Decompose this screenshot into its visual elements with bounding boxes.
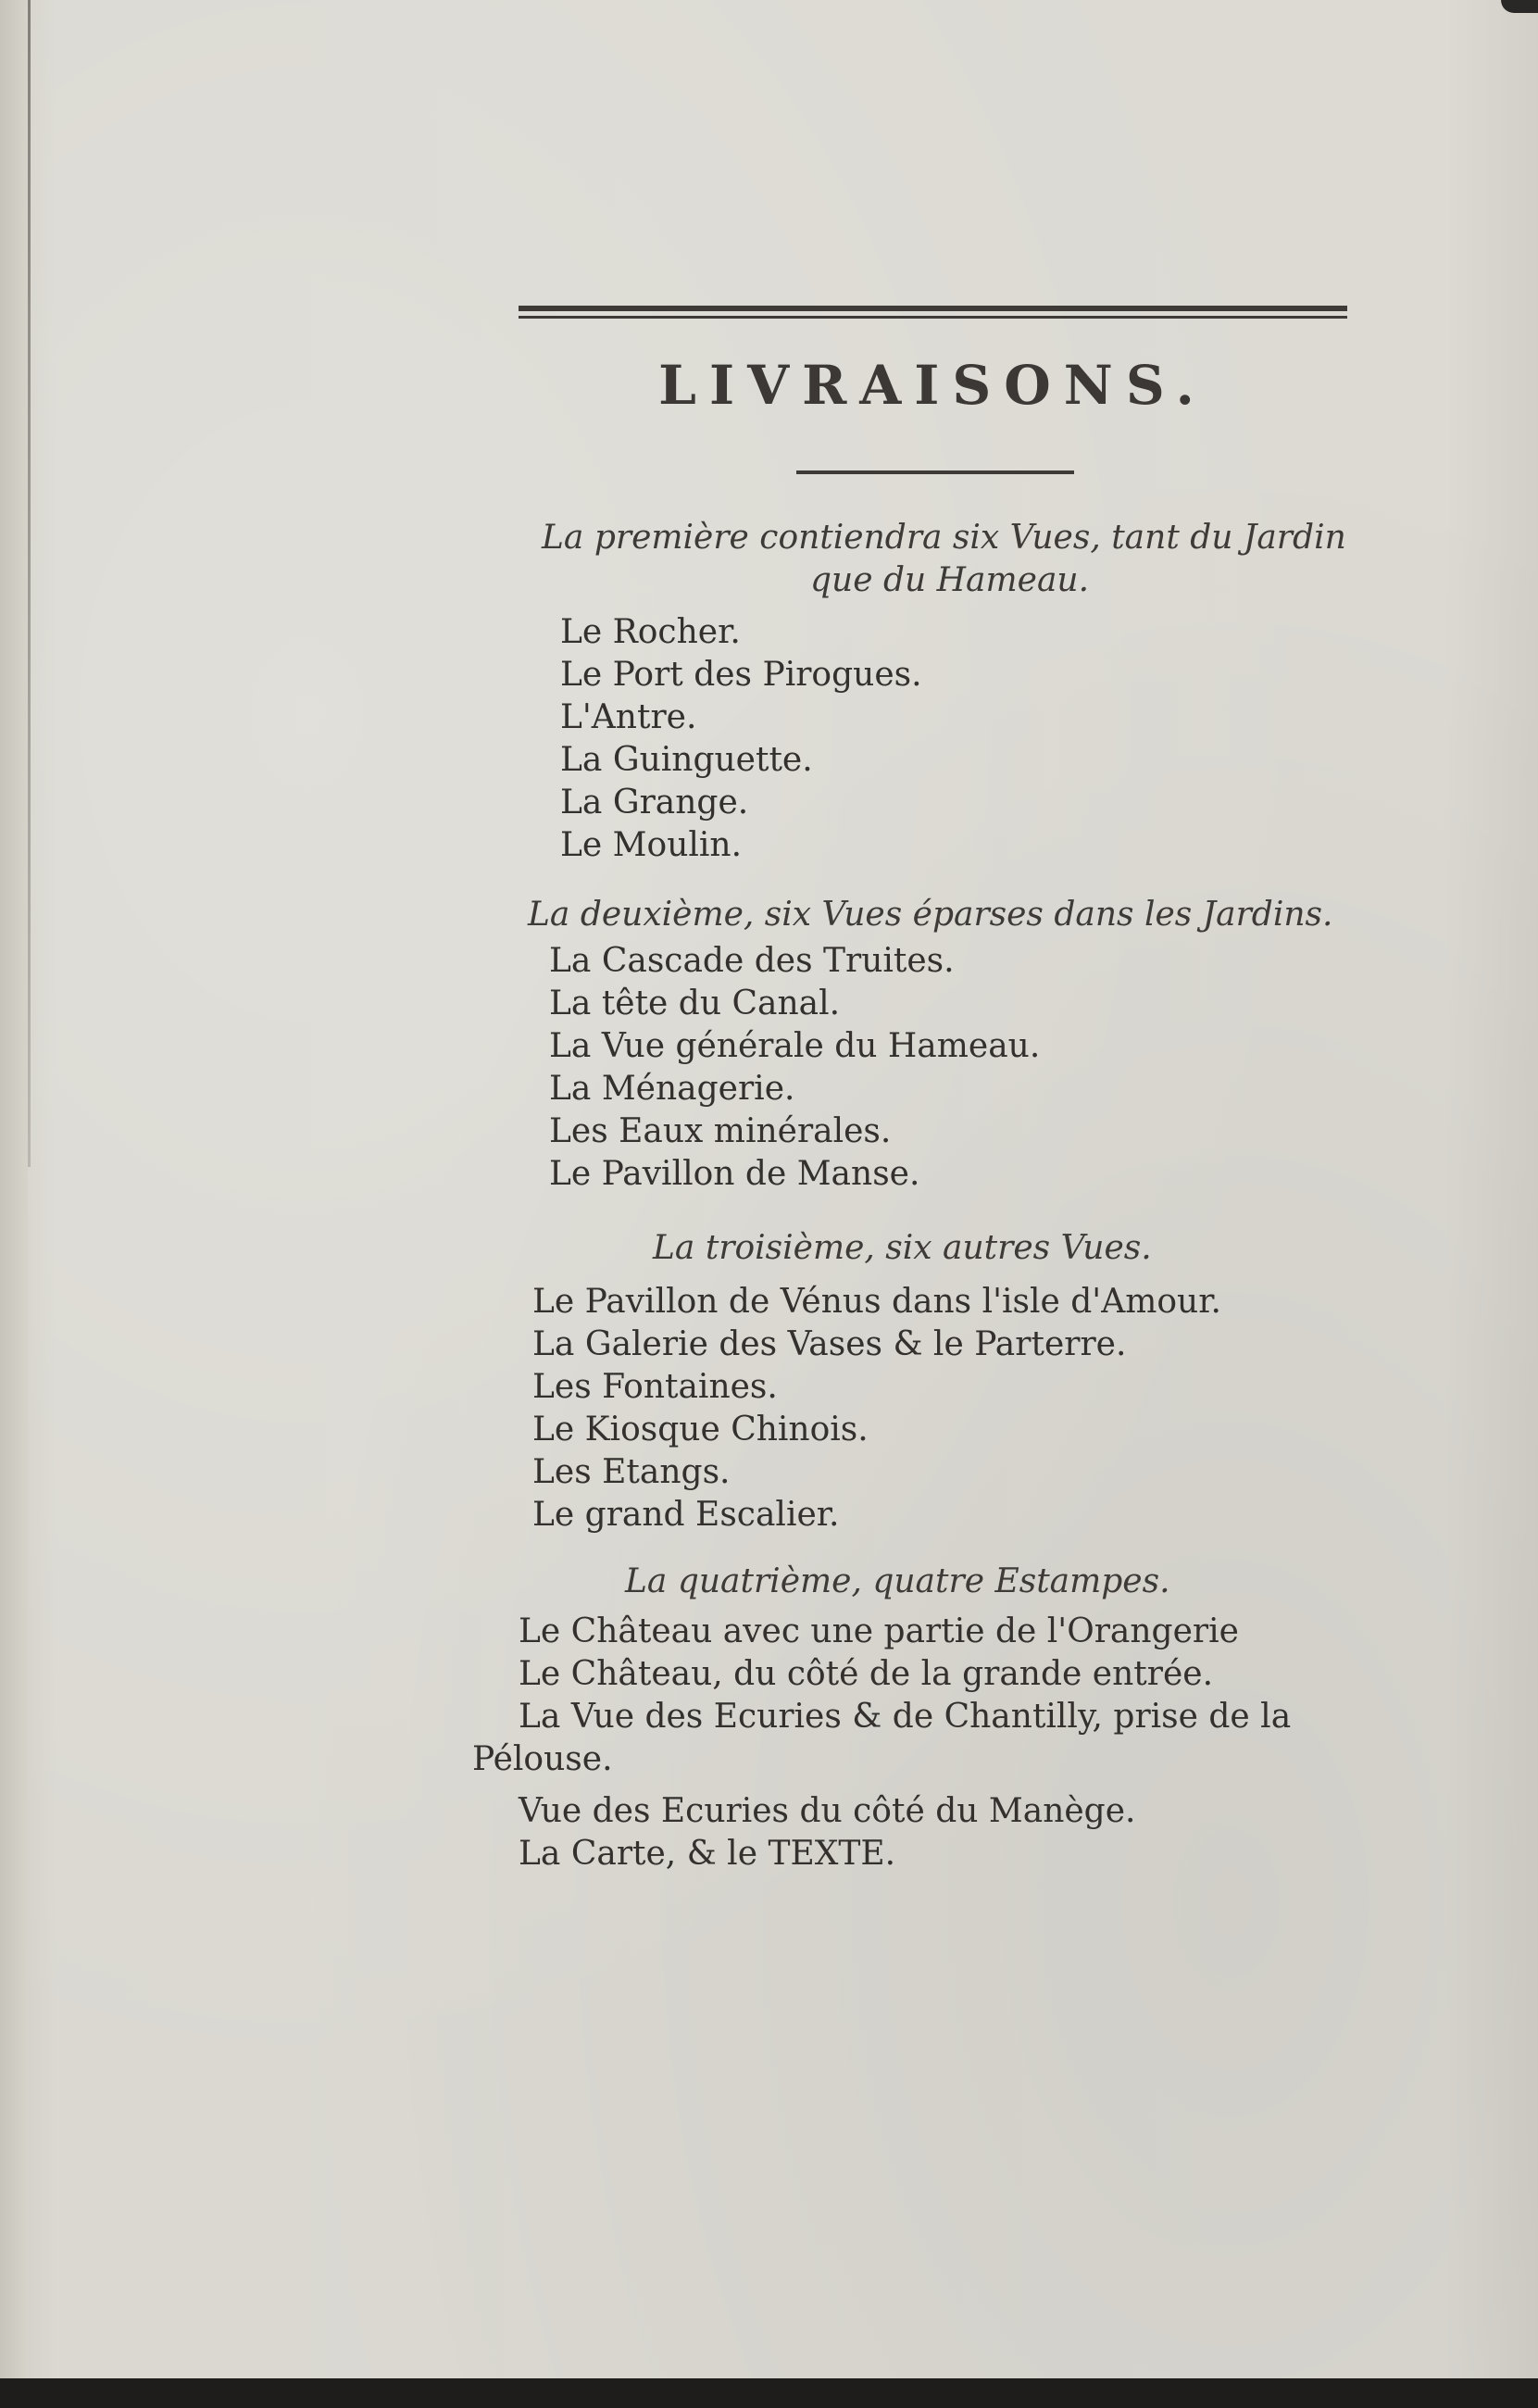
list-item: Les Eaux minérales. [549,1112,892,1150]
section-second-delivery [519,894,1370,1196]
gutter-line [28,0,31,1167]
list-item: Le Château avec une partie de l'Orangerie [519,1612,1239,1650]
list-item: La Cascade des Truites. [549,942,955,980]
page-title: LIVRAISONS. [658,354,1207,417]
section-items [519,940,1370,1196]
list-item: La Vue des Ecuries & de Chantilly, prise de la [519,1698,1292,1736]
section-items [519,611,1370,867]
list-item: Les Fontaines. [532,1368,778,1406]
list-item: La Carte, & le TEXTE. [519,1835,896,1873]
list-item: La Ménagerie. [549,1070,795,1108]
list-item: La Vue générale du Hameau. [549,1027,1041,1065]
corner-mark [1501,0,1538,13]
list-item: Les Etangs. [532,1453,731,1491]
list-item: Le Rocher. [560,613,741,651]
section-items [519,1281,1370,1536]
header-double-rule [519,306,1347,319]
list-item: Vue des Ecuries du côté du Manège. [519,1792,1136,1830]
title-underline [796,470,1074,474]
section-heading [519,517,1370,602]
list-item: Le Port des Pirogues. [560,656,922,694]
section-heading-line1: La première contiendra six Vues, tant du Jardin [542,519,1346,557]
section-heading: La quatrième, quatre Estampes. [625,1562,1170,1600]
list-item: Le Pavillon de Vénus dans l'isle d'Amour. [532,1283,1221,1321]
section-fourth-delivery [472,1561,1370,1875]
list-item: La Grange. [560,784,749,821]
list-item: Le Kiosque Chinois. [532,1411,869,1449]
list-item: Le Pavillon de Manse. [549,1155,920,1193]
list-item: Le Château, du côté de la grande entrée. [519,1655,1214,1693]
section-items [472,1611,1370,1875]
section-heading-line2: que du Hameau. [810,561,1090,599]
section-third-delivery [519,1227,1370,1536]
list-item: La tête du Canal. [549,985,841,1022]
section-heading: La deuxième, six Vues éparses dans les Jardins. [528,896,1333,934]
list-item: Pélouse. [472,1740,613,1778]
spine-shadow [0,0,28,2378]
list-item: Le grand Escalier. [532,1496,840,1534]
list-item: La Galerie des Vases & le Parterre. [532,1325,1127,1363]
list-item: La Guinguette. [560,741,813,779]
list-item: L'Antre. [560,698,697,736]
list-item: Le Moulin. [560,826,743,864]
section-first-delivery [519,517,1370,867]
section-heading: La troisième, six autres Vues. [653,1229,1152,1267]
